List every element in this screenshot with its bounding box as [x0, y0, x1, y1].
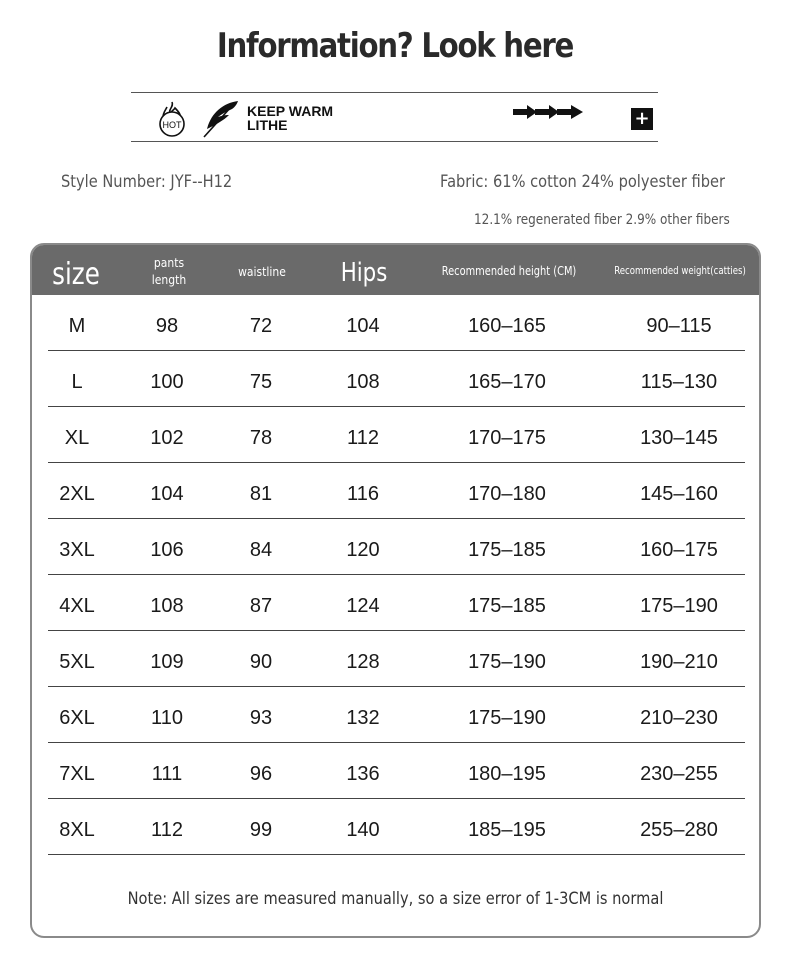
- cell-hips: 116: [347, 483, 379, 505]
- cell-waistline: 96: [249, 763, 273, 785]
- cell-pants-length: 104: [150, 483, 184, 505]
- cell-size: 6XL: [59, 707, 95, 729]
- cell-hips: 128: [346, 651, 380, 673]
- cell-weight: 175–190: [640, 595, 718, 617]
- header-pants-length-line2: length: [151, 273, 187, 287]
- cell-hips: 140: [346, 819, 380, 841]
- fabric-composition: Fabric: 61% cotton 24% polyester fiber: [440, 172, 726, 192]
- plus-icon: +: [631, 108, 653, 130]
- page-title: Information? Look here: [216, 26, 574, 66]
- cell-height: 165–170: [468, 371, 546, 393]
- cell-size: 3XL: [59, 539, 95, 561]
- cell-weight: 190–210: [640, 651, 718, 673]
- cell-size: L: [71, 371, 83, 393]
- cell-weight: 145–160: [640, 483, 718, 505]
- cell-hips: 136: [346, 763, 380, 785]
- header-recommended-height: Recommended height (CM): [441, 264, 577, 278]
- cell-size: 8XL: [59, 819, 95, 841]
- banner-line-lithe: LITHE: [247, 117, 288, 133]
- banner-text: [247, 104, 333, 132]
- table-row: [48, 295, 745, 351]
- cell-waistline: 93: [249, 707, 273, 729]
- triple-arrow-icon: [513, 105, 585, 119]
- cell-pants-length: 111: [151, 763, 183, 785]
- table-row: [48, 743, 745, 799]
- cell-height: 175–190: [468, 651, 546, 673]
- cell-waistline: 87: [249, 595, 273, 617]
- cell-pants-length: 112: [151, 819, 183, 841]
- header-hips: Hips: [340, 258, 388, 288]
- hot-icon-label: HOT: [162, 120, 182, 130]
- header-size: size: [52, 257, 100, 292]
- cell-hips: 124: [346, 595, 380, 617]
- cell-height: 185–195: [468, 819, 546, 841]
- banner-line-keep-warm: KEEP WARM: [247, 103, 334, 119]
- cell-hips: 120: [346, 539, 380, 561]
- cell-pants-length: 98: [155, 315, 179, 337]
- table-row: [48, 631, 745, 687]
- fabric-composition-continued: 12.1% regenerated fiber 2.9% other fibers: [474, 212, 730, 228]
- feather-icon: [201, 99, 241, 139]
- cell-hips: 104: [346, 315, 380, 337]
- table-row: [48, 407, 745, 463]
- cell-weight: 160–175: [640, 539, 718, 561]
- table-row: [48, 463, 745, 519]
- cell-height: 175–185: [468, 595, 546, 617]
- cell-height: 180–195: [468, 763, 546, 785]
- feature-banner: [131, 92, 658, 142]
- cell-size: 5XL: [59, 651, 95, 673]
- cell-size: 4XL: [59, 595, 95, 617]
- table-row: [48, 519, 745, 575]
- cell-height: 175–185: [468, 539, 546, 561]
- cell-weight: 230–255: [640, 763, 718, 785]
- measurement-note: Note: All sizes are measured manually, so a size error of 1-3CM is normal: [127, 889, 664, 909]
- hot-flame-icon: [155, 99, 189, 137]
- cell-waistline: 84: [249, 539, 273, 561]
- cell-height: 170–180: [468, 483, 546, 505]
- cell-size: XL: [64, 427, 90, 449]
- table-row: [48, 351, 745, 407]
- table-row: [48, 575, 745, 631]
- cell-waistline: 78: [249, 427, 273, 449]
- cell-size: 2XL: [59, 483, 95, 505]
- cell-weight: 90–115: [646, 315, 712, 337]
- cell-size: 7XL: [59, 763, 95, 785]
- cell-pants-length: 109: [150, 651, 184, 673]
- cell-height: 160–165: [468, 315, 546, 337]
- table-row: [48, 687, 745, 743]
- cell-pants-length: 108: [150, 595, 184, 617]
- header-waistline: waistline: [238, 265, 286, 279]
- header-pants-length-line1: pants: [153, 256, 185, 270]
- cell-pants-length: 100: [150, 371, 184, 393]
- style-number: Style Number: JYF--H12: [61, 172, 233, 192]
- cell-pants-length: 102: [150, 427, 184, 449]
- cell-waistline: 75: [249, 371, 273, 393]
- cell-hips: 112: [347, 427, 379, 449]
- cell-waistline: 81: [249, 483, 273, 505]
- header-pants-length: [152, 255, 186, 289]
- cell-waistline: 99: [249, 819, 273, 841]
- cell-weight: 255–280: [640, 819, 718, 841]
- cell-waistline: 90: [249, 651, 273, 673]
- cell-weight: 115–130: [640, 371, 718, 393]
- cell-pants-length: 106: [150, 539, 184, 561]
- size-chart-table: [30, 243, 761, 938]
- cell-height: 170–175: [468, 427, 546, 449]
- cell-hips: 108: [346, 371, 380, 393]
- table-row: [48, 799, 745, 855]
- cell-height: 175–190: [468, 707, 546, 729]
- cell-weight: 210–230: [640, 707, 718, 729]
- cell-waistline: 72: [249, 315, 273, 337]
- cell-weight: 130–145: [640, 427, 718, 449]
- cell-hips: 132: [346, 707, 380, 729]
- cell-size: M: [68, 315, 86, 337]
- header-recommended-weight: Recommended weight(catties): [614, 264, 746, 277]
- table-header: [32, 245, 759, 295]
- cell-pants-length: 110: [151, 707, 183, 729]
